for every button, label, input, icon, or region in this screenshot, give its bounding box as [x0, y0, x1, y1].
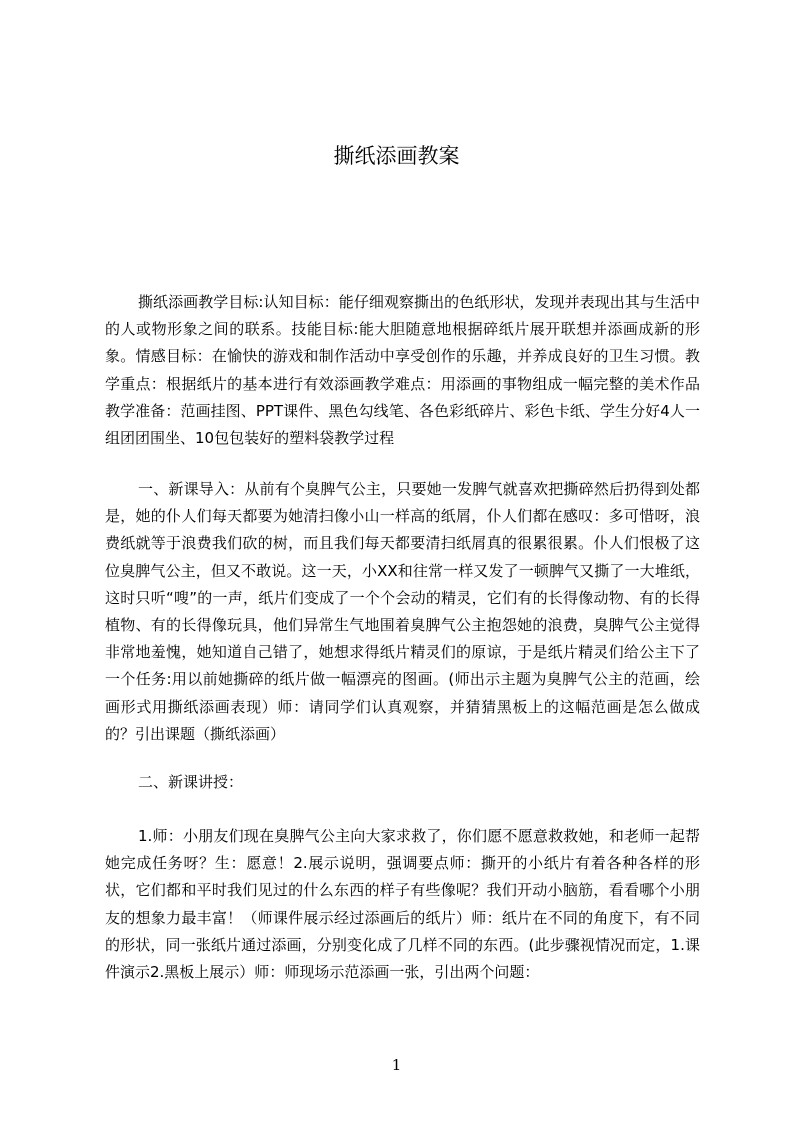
paragraph-teaching-steps: 1.师：小朋友们现在臭脾气公主向大家求救了，你们愿不愿意救救她，和老师一起帮她完成任务呀？生：愿意！2.展示说明，强调要点师：撕开的小纸片有着各种各样的形状，它们都和平时我们见过的什么东西的样子有些像呢？我们开动小脑筋，看看哪个小朋友的想象力最丰富！（师课件展示经过添画后的纸片）师：纸片在不同的角度下，有不同的形状，同一张纸片通过添画，分别变化成了几样不同的东西。(此步骤视情况而定，1.课件演示2.黑板上展示）师：师现场示范添画一张，引出两个问题： — [105, 827, 700, 982]
page-number: 1 — [391, 1056, 402, 1074]
section-heading-new-lesson: 二、新课讲授： — [138, 773, 244, 791]
paragraph-objectives: 撕纸添画教学目标:认知目标：能仔细观察撕出的色纸形状，发现并表现出其与生活中的人或物形象之间的联系。技能目标:能大胆随意地根据碎纸片展开联想并添画成新的形象。情感目标：在愉快的游戏和制作活动中享受创作的乐趣，并养成良好的卫生习惯。教学重点：根据纸片的基本进行有效添画教学难点：用添画的事物组成一幅完整的美术作品教学准备：范画挂图、PPT课件、黑色勾线笔、各色彩纸碎片、彩色卡纸、学生分好4人一组团团围坐、10包包装好的塑料袋教学过程 — [105, 293, 700, 448]
page-title: 撕纸添画教案 — [333, 144, 460, 168]
paragraph-introduction: 一、新课导入：从前有个臭脾气公主，只要她一发脾气就喜欢把撕碎然后扔得到处都是，她的仆人们每天都要为她清扫像小山一样高的纸屑，仆人们都在感叹：多可惜呀，浪费纸就等于浪费我们砍的树，而且我们每天都要清扫纸屑真的很累很累。仆人们恨极了这位臭脾气公主，但又不敢说。这一天，小XX和往常一样又发了一顿脾气又撕了一大堆纸，这时只听“嗖”的一声，纸片们变成了一个个会动的精灵，它们有的长得像动物、有的长得植物、有的长得像玩具，他们异常生气地围着臭脾气公主抱怨她的浪费，臭脾气公主觉得非常地羞愧，她知道自己错了，她想求得纸片精灵们的原谅，于是纸片精灵们给公主下了一个任务:用以前她撕碎的纸片做一幅漂亮的图画。(师出示主题为臭脾气公主的范画，绘画形式用撕纸添画表现）师：请同学们认真观察，并猜猜黑板上的这幅范画是怎么做成的？引出课题（撕纸添画） — [105, 480, 700, 743]
